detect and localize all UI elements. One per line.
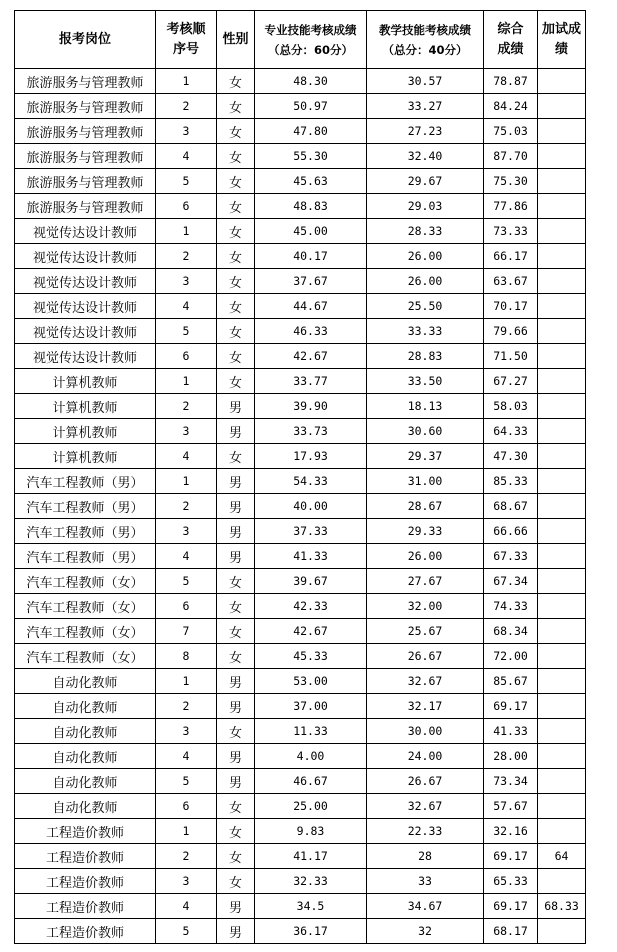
- cell-extra-score: [538, 519, 586, 544]
- cell-teach-score: 30.57: [367, 69, 484, 94]
- cell-teach-score: 18.13: [367, 394, 484, 419]
- cell-position: 自动化教师: [15, 744, 156, 769]
- header-gender: 性别: [217, 11, 255, 69]
- table-row: [15, 744, 586, 769]
- table-row: [15, 344, 586, 369]
- cell-total-score: 84.24: [484, 94, 538, 119]
- cell-teach-score: 26.67: [367, 769, 484, 794]
- cell-total-score: 68.67: [484, 494, 538, 519]
- cell-extra-score: [538, 94, 586, 119]
- cell-gender: 女: [217, 119, 255, 144]
- cell-order: 5: [156, 919, 217, 944]
- cell-extra-score: [538, 469, 586, 494]
- cell-total-score: 69.17: [484, 694, 538, 719]
- header-position: 报考岗位: [15, 11, 156, 69]
- cell-order: 4: [156, 144, 217, 169]
- cell-position: 汽车工程教师（男）: [15, 494, 156, 519]
- cell-gender: 女: [217, 169, 255, 194]
- table-row: [15, 719, 586, 744]
- cell-gender: 男: [217, 919, 255, 944]
- cell-gender: 女: [217, 869, 255, 894]
- table-row: [15, 519, 586, 544]
- cell-total-score: 67.34: [484, 569, 538, 594]
- cell-extra-score: [538, 919, 586, 944]
- cell-teach-score: 33.50: [367, 369, 484, 394]
- cell-order: 5: [156, 569, 217, 594]
- cell-total-score: 79.66: [484, 319, 538, 344]
- cell-total-score: 47.30: [484, 444, 538, 469]
- cell-prof-score: 46.33: [255, 319, 367, 344]
- cell-total-score: 73.34: [484, 769, 538, 794]
- table-row: [15, 319, 586, 344]
- cell-position: 自动化教师: [15, 669, 156, 694]
- cell-prof-score: 25.00: [255, 794, 367, 819]
- cell-extra-score: [538, 444, 586, 469]
- cell-order: 5: [156, 169, 217, 194]
- cell-gender: 男: [217, 494, 255, 519]
- cell-extra-score: [538, 619, 586, 644]
- cell-prof-score: 53.00: [255, 669, 367, 694]
- cell-prof-score: 41.33: [255, 544, 367, 569]
- cell-gender: 女: [217, 444, 255, 469]
- cell-position: 旅游服务与管理教师: [15, 194, 156, 219]
- cell-position: 旅游服务与管理教师: [15, 94, 156, 119]
- cell-prof-score: 48.83: [255, 194, 367, 219]
- table-row: [15, 844, 586, 869]
- cell-prof-score: 37.33: [255, 519, 367, 544]
- cell-teach-score: 32.00: [367, 594, 484, 619]
- cell-position: 计算机教师: [15, 419, 156, 444]
- cell-extra-score: 64: [538, 844, 586, 869]
- cell-prof-score: 33.73: [255, 419, 367, 444]
- cell-position: 旅游服务与管理教师: [15, 144, 156, 169]
- cell-order: 1: [156, 369, 217, 394]
- cell-extra-score: [538, 244, 586, 269]
- score-table-body: [15, 11, 586, 944]
- cell-extra-score: [538, 169, 586, 194]
- cell-prof-score: 42.67: [255, 619, 367, 644]
- cell-prof-score: 44.67: [255, 294, 367, 319]
- cell-teach-score: 27.67: [367, 569, 484, 594]
- cell-teach-score: 26.00: [367, 544, 484, 569]
- cell-gender: 男: [217, 544, 255, 569]
- cell-extra-score: [538, 869, 586, 894]
- cell-position: 工程造价教师: [15, 894, 156, 919]
- cell-order: 5: [156, 319, 217, 344]
- cell-teach-score: 32.67: [367, 794, 484, 819]
- cell-prof-score: 45.00: [255, 219, 367, 244]
- cell-prof-score: 48.30: [255, 69, 367, 94]
- cell-gender: 女: [217, 794, 255, 819]
- cell-gender: 女: [217, 244, 255, 269]
- cell-order: 4: [156, 294, 217, 319]
- cell-position: 计算机教师: [15, 394, 156, 419]
- cell-total-score: 71.50: [484, 344, 538, 369]
- table-row: [15, 69, 586, 94]
- cell-prof-score: 55.30: [255, 144, 367, 169]
- cell-prof-score: 46.67: [255, 769, 367, 794]
- cell-position: 自动化教师: [15, 794, 156, 819]
- cell-prof-score: 37.00: [255, 694, 367, 719]
- cell-order: 2: [156, 94, 217, 119]
- cell-extra-score: [538, 319, 586, 344]
- cell-teach-score: 32: [367, 919, 484, 944]
- cell-extra-score: [538, 394, 586, 419]
- cell-position: 视觉传达设计教师: [15, 319, 156, 344]
- cell-extra-score: [538, 369, 586, 394]
- table-row: [15, 119, 586, 144]
- cell-gender: 女: [217, 69, 255, 94]
- cell-position: 自动化教师: [15, 694, 156, 719]
- cell-total-score: 32.16: [484, 819, 538, 844]
- cell-order: 7: [156, 619, 217, 644]
- cell-teach-score: 30.60: [367, 419, 484, 444]
- cell-extra-score: [538, 269, 586, 294]
- cell-gender: 男: [217, 519, 255, 544]
- cell-total-score: 87.70: [484, 144, 538, 169]
- cell-position: 视觉传达设计教师: [15, 269, 156, 294]
- cell-order: 4: [156, 544, 217, 569]
- table-row: [15, 494, 586, 519]
- cell-extra-score: [538, 544, 586, 569]
- cell-position: 工程造价教师: [15, 869, 156, 894]
- cell-total-score: 58.03: [484, 394, 538, 419]
- table-row: [15, 919, 586, 944]
- cell-gender: 男: [217, 694, 255, 719]
- cell-order: 3: [156, 269, 217, 294]
- cell-prof-score: 42.33: [255, 594, 367, 619]
- cell-teach-score: 25.67: [367, 619, 484, 644]
- cell-teach-score: 29.33: [367, 519, 484, 544]
- table-row: [15, 169, 586, 194]
- cell-extra-score: [538, 594, 586, 619]
- cell-total-score: 68.34: [484, 619, 538, 644]
- cell-total-score: 73.33: [484, 219, 538, 244]
- cell-prof-score: 33.77: [255, 369, 367, 394]
- header-row: [15, 11, 586, 69]
- cell-position: 旅游服务与管理教师: [15, 119, 156, 144]
- cell-position: 工程造价教师: [15, 919, 156, 944]
- cell-teach-score: 25.50: [367, 294, 484, 319]
- cell-extra-score: [538, 694, 586, 719]
- table-row: [15, 794, 586, 819]
- cell-extra-score: [538, 344, 586, 369]
- cell-gender: 女: [217, 619, 255, 644]
- cell-teach-score: 33.27: [367, 94, 484, 119]
- cell-gender: 男: [217, 744, 255, 769]
- cell-teach-score: 28.33: [367, 219, 484, 244]
- cell-total-score: 66.66: [484, 519, 538, 544]
- header-order: 考核顺 序号: [156, 11, 217, 69]
- cell-order: 6: [156, 344, 217, 369]
- cell-teach-score: 29.37: [367, 444, 484, 469]
- cell-extra-score: [538, 294, 586, 319]
- cell-teach-score: 33.33: [367, 319, 484, 344]
- cell-extra-score: [538, 219, 586, 244]
- cell-position: 汽车工程教师（女）: [15, 644, 156, 669]
- cell-order: 3: [156, 519, 217, 544]
- cell-prof-score: 45.63: [255, 169, 367, 194]
- cell-extra-score: [538, 494, 586, 519]
- cell-gender: 女: [217, 344, 255, 369]
- cell-total-score: 68.17: [484, 919, 538, 944]
- cell-extra-score: [538, 144, 586, 169]
- table-row: [15, 619, 586, 644]
- cell-extra-score: [538, 719, 586, 744]
- cell-total-score: 67.27: [484, 369, 538, 394]
- cell-total-score: 65.33: [484, 869, 538, 894]
- cell-position: 自动化教师: [15, 719, 156, 744]
- cell-total-score: 28.00: [484, 744, 538, 769]
- cell-prof-score: 42.67: [255, 344, 367, 369]
- table-row: [15, 94, 586, 119]
- cell-gender: 男: [217, 394, 255, 419]
- cell-position: 旅游服务与管理教师: [15, 69, 156, 94]
- cell-total-score: 85.33: [484, 469, 538, 494]
- table-row: [15, 594, 586, 619]
- cell-teach-score: 28: [367, 844, 484, 869]
- cell-order: 2: [156, 844, 217, 869]
- cell-prof-score: 41.17: [255, 844, 367, 869]
- cell-extra-score: [538, 644, 586, 669]
- cell-teach-score: 26.00: [367, 244, 484, 269]
- cell-total-score: 41.33: [484, 719, 538, 744]
- cell-gender: 男: [217, 469, 255, 494]
- table-row: [15, 144, 586, 169]
- cell-prof-score: 4.00: [255, 744, 367, 769]
- cell-order: 8: [156, 644, 217, 669]
- cell-total-score: 63.67: [484, 269, 538, 294]
- header-extra-score: 加试成 绩: [538, 11, 586, 69]
- cell-order: 2: [156, 244, 217, 269]
- cell-gender: 女: [217, 294, 255, 319]
- cell-total-score: 57.67: [484, 794, 538, 819]
- cell-order: 1: [156, 819, 217, 844]
- cell-gender: 男: [217, 894, 255, 919]
- header-prof-score: 专业技能考核成绩 （总分：60分）: [255, 11, 367, 69]
- cell-order: 4: [156, 444, 217, 469]
- cell-total-score: 72.00: [484, 644, 538, 669]
- cell-total-score: 78.87: [484, 69, 538, 94]
- cell-prof-score: 37.67: [255, 269, 367, 294]
- cell-position: 视觉传达设计教师: [15, 294, 156, 319]
- cell-gender: 女: [217, 594, 255, 619]
- cell-teach-score: 34.67: [367, 894, 484, 919]
- cell-teach-score: 22.33: [367, 819, 484, 844]
- cell-prof-score: 50.97: [255, 94, 367, 119]
- cell-teach-score: 31.00: [367, 469, 484, 494]
- table-row: [15, 194, 586, 219]
- cell-extra-score: [538, 419, 586, 444]
- table-row: [15, 294, 586, 319]
- table-row: [15, 369, 586, 394]
- cell-gender: 女: [217, 569, 255, 594]
- cell-gender: 女: [217, 194, 255, 219]
- cell-extra-score: [538, 769, 586, 794]
- cell-order: 2: [156, 494, 217, 519]
- cell-prof-score: 40.00: [255, 494, 367, 519]
- cell-total-score: 75.30: [484, 169, 538, 194]
- cell-order: 4: [156, 744, 217, 769]
- cell-order: 1: [156, 219, 217, 244]
- table-row: [15, 544, 586, 569]
- cell-gender: 女: [217, 719, 255, 744]
- cell-gender: 女: [217, 144, 255, 169]
- cell-gender: 女: [217, 369, 255, 394]
- cell-total-score: 70.17: [484, 294, 538, 319]
- cell-teach-score: 29.03: [367, 194, 484, 219]
- cell-order: 6: [156, 594, 217, 619]
- cell-gender: 女: [217, 94, 255, 119]
- cell-extra-score: 68.33: [538, 894, 586, 919]
- cell-prof-score: 9.83: [255, 819, 367, 844]
- cell-position: 计算机教师: [15, 369, 156, 394]
- cell-position: 旅游服务与管理教师: [15, 169, 156, 194]
- table-row: [15, 569, 586, 594]
- cell-total-score: 64.33: [484, 419, 538, 444]
- cell-gender: 女: [217, 269, 255, 294]
- cell-position: 视觉传达设计教师: [15, 244, 156, 269]
- cell-total-score: 67.33: [484, 544, 538, 569]
- table-row: [15, 894, 586, 919]
- cell-prof-score: 39.90: [255, 394, 367, 419]
- table-row: [15, 819, 586, 844]
- cell-order: 4: [156, 894, 217, 919]
- header-total-score: 综合 成绩: [484, 11, 538, 69]
- table-row: [15, 244, 586, 269]
- table-row: [15, 694, 586, 719]
- cell-order: 1: [156, 469, 217, 494]
- cell-total-score: 74.33: [484, 594, 538, 619]
- score-table: [14, 10, 586, 944]
- cell-position: 工程造价教师: [15, 844, 156, 869]
- cell-prof-score: 45.33: [255, 644, 367, 669]
- cell-position: 汽车工程教师（男）: [15, 544, 156, 569]
- cell-order: 3: [156, 419, 217, 444]
- cell-prof-score: 36.17: [255, 919, 367, 944]
- cell-gender: 女: [217, 644, 255, 669]
- cell-gender: 男: [217, 669, 255, 694]
- cell-position: 视觉传达设计教师: [15, 219, 156, 244]
- cell-position: 汽车工程教师（女）: [15, 619, 156, 644]
- cell-position: 视觉传达设计教师: [15, 344, 156, 369]
- cell-order: 1: [156, 669, 217, 694]
- table-row: [15, 669, 586, 694]
- cell-position: 自动化教师: [15, 769, 156, 794]
- cell-teach-score: 30.00: [367, 719, 484, 744]
- table-row: [15, 394, 586, 419]
- table-row: [15, 444, 586, 469]
- cell-order: 1: [156, 69, 217, 94]
- cell-order: 6: [156, 794, 217, 819]
- cell-position: 工程造价教师: [15, 819, 156, 844]
- cell-gender: 女: [217, 844, 255, 869]
- cell-extra-score: [538, 69, 586, 94]
- cell-teach-score: 24.00: [367, 744, 484, 769]
- cell-total-score: 69.17: [484, 844, 538, 869]
- cell-extra-score: [538, 194, 586, 219]
- table-row: [15, 219, 586, 244]
- cell-total-score: 69.17: [484, 894, 538, 919]
- cell-order: 3: [156, 119, 217, 144]
- cell-gender: 男: [217, 419, 255, 444]
- cell-teach-score: 28.83: [367, 344, 484, 369]
- cell-order: 6: [156, 194, 217, 219]
- cell-teach-score: 32.67: [367, 669, 484, 694]
- cell-position: 计算机教师: [15, 444, 156, 469]
- cell-teach-score: 28.67: [367, 494, 484, 519]
- cell-position: 汽车工程教师（女）: [15, 594, 156, 619]
- cell-total-score: 77.86: [484, 194, 538, 219]
- cell-order: 3: [156, 869, 217, 894]
- cell-order: 2: [156, 694, 217, 719]
- cell-extra-score: [538, 569, 586, 594]
- cell-total-score: 66.17: [484, 244, 538, 269]
- table-row: [15, 469, 586, 494]
- cell-teach-score: 27.23: [367, 119, 484, 144]
- cell-position: 汽车工程教师（女）: [15, 569, 156, 594]
- cell-prof-score: 11.33: [255, 719, 367, 744]
- cell-prof-score: 54.33: [255, 469, 367, 494]
- cell-gender: 女: [217, 219, 255, 244]
- header-teach-score: 教学技能考核成绩 （总分：40分）: [367, 11, 484, 69]
- cell-position: 汽车工程教师（男）: [15, 469, 156, 494]
- cell-prof-score: 39.67: [255, 569, 367, 594]
- cell-prof-score: 34.5: [255, 894, 367, 919]
- cell-position: 汽车工程教师（男）: [15, 519, 156, 544]
- cell-prof-score: 40.17: [255, 244, 367, 269]
- cell-order: 3: [156, 719, 217, 744]
- cell-extra-score: [538, 119, 586, 144]
- cell-extra-score: [538, 819, 586, 844]
- cell-teach-score: 29.67: [367, 169, 484, 194]
- cell-total-score: 85.67: [484, 669, 538, 694]
- cell-teach-score: 32.40: [367, 144, 484, 169]
- cell-prof-score: 17.93: [255, 444, 367, 469]
- table-row: [15, 419, 586, 444]
- cell-teach-score: 26.67: [367, 644, 484, 669]
- cell-order: 5: [156, 769, 217, 794]
- cell-gender: 男: [217, 769, 255, 794]
- cell-total-score: 75.03: [484, 119, 538, 144]
- cell-extra-score: [538, 669, 586, 694]
- cell-prof-score: 47.80: [255, 119, 367, 144]
- table-row: [15, 769, 586, 794]
- table-row: [15, 644, 586, 669]
- cell-gender: 女: [217, 319, 255, 344]
- cell-teach-score: 33: [367, 869, 484, 894]
- cell-order: 2: [156, 394, 217, 419]
- cell-gender: 女: [217, 819, 255, 844]
- cell-teach-score: 32.17: [367, 694, 484, 719]
- cell-prof-score: 32.33: [255, 869, 367, 894]
- cell-extra-score: [538, 794, 586, 819]
- table-row: [15, 869, 586, 894]
- table-row: [15, 269, 586, 294]
- cell-extra-score: [538, 744, 586, 769]
- cell-teach-score: 26.00: [367, 269, 484, 294]
